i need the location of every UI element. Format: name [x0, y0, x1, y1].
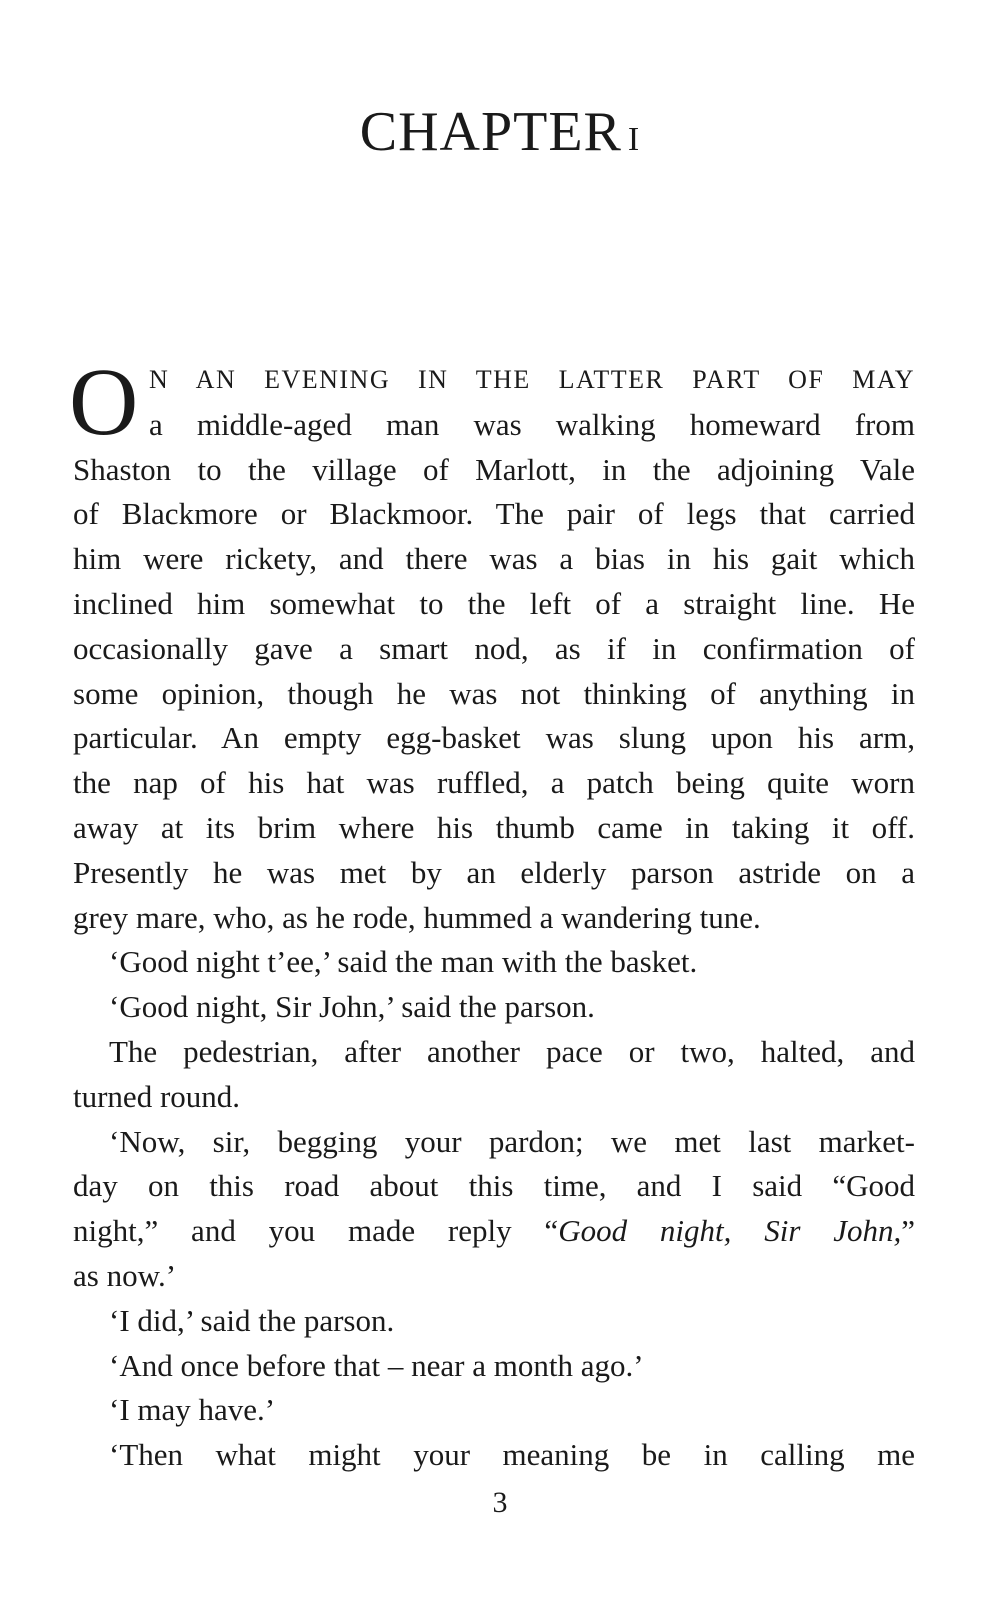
text-line: occasionally gave a smart nod, as if in confirmation of [73, 630, 915, 666]
text-line: turned round. [73, 1078, 241, 1114]
text-line-italic [73, 1209, 915, 1254]
italic-line-after: ” [901, 1213, 915, 1249]
text-line: particular. An empty egg-basket was slung upon his arm, [73, 720, 915, 756]
text-line: him were rickety, and there was a bias in his gait which [73, 541, 915, 577]
text-line: ‘And once before that – near a month ago.’ [109, 1347, 644, 1383]
text-line: ‘Good night t’ee,’ said the man with the basket. [109, 944, 698, 980]
text-line: Presently he was met by an elderly parson astride on a [73, 854, 915, 890]
text-line: the nap of his hat was ruffled, a patch being quite worn [73, 765, 915, 801]
chapter-number: I [627, 121, 641, 158]
italic-phrase: Good night, Sir John, [558, 1213, 902, 1249]
text-line: The pedestrian, after another pace or two, halted, and [109, 1033, 915, 1069]
text-line: ‘Good night, Sir John,’ said the parson. [109, 989, 595, 1025]
opening-line-2: a middle-aged man was walking homeward from [149, 406, 915, 442]
text-line: ‘Then what might your meaning be in calling me [109, 1437, 915, 1473]
chapter-title [0, 101, 1000, 163]
text-line: day on this road about this time, and I said “Good [73, 1168, 915, 1204]
body-text [69, 358, 915, 1478]
text-lines [73, 448, 915, 1210]
text-lines-closing [73, 1254, 915, 1478]
text-line: ‘I did,’ said the parson. [109, 1302, 395, 1338]
text-line: ‘Now, sir, begging your pardon; we met last market- [109, 1123, 915, 1159]
opening-paragraph-start [69, 358, 915, 448]
text-line: Shaston to the village of Marlott, in the adjoining Vale [73, 451, 915, 487]
text-line: of Blackmore or Blackmoor. The pair of legs that carried [73, 496, 915, 532]
text-line: ‘I may have.’ [109, 1392, 276, 1428]
text-line: inclined him somewhat to the left of a straight line. He [73, 585, 915, 621]
text-line: as now.’ [73, 1257, 177, 1293]
text-line: away at its brim where his thumb came in taking it off. [73, 809, 915, 845]
chapter-label: CHAPTER [359, 101, 622, 163]
drop-cap: O [69, 360, 139, 446]
opening-caps-line: N AN EVENING IN THE LATTER PART OF MAY [149, 365, 915, 394]
text-line: grey mare, who, as he rode, hummed a wandering tune. [73, 899, 761, 935]
page-number: 3 [492, 1486, 508, 1519]
italic-line-before: night,” and you made reply “ [73, 1213, 559, 1249]
text-line: some opinion, though he was not thinking of anything in [73, 675, 915, 711]
